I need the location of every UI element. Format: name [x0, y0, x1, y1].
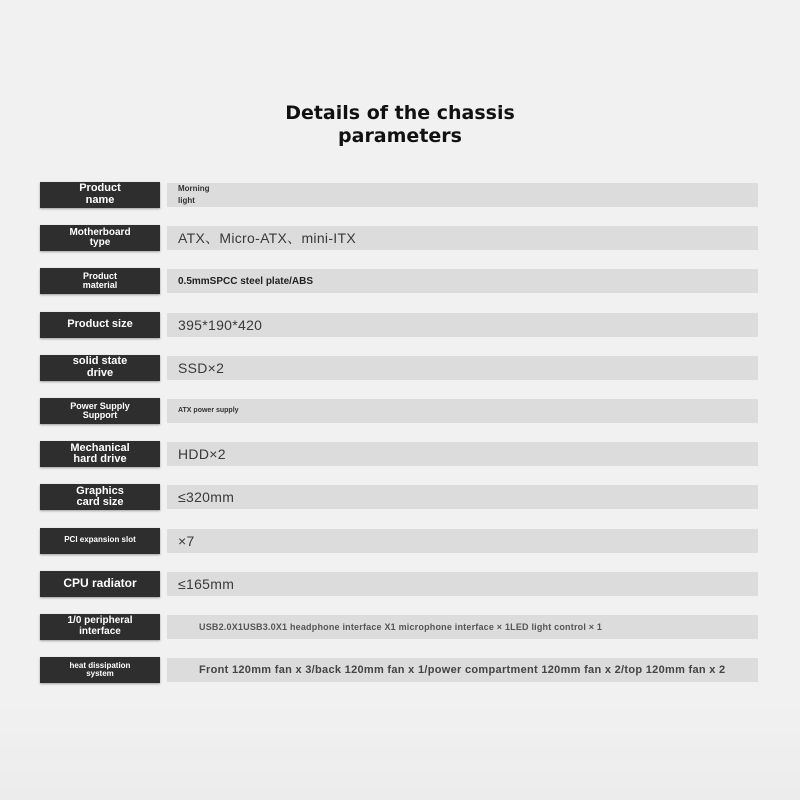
- spec-value: ATX、Micro-ATX、mini-ITX: [167, 226, 758, 250]
- page-title: Details of the chassis parameters: [285, 102, 515, 147]
- spec-row-heat-dissipation: [40, 656, 760, 699]
- spec-row-cpu-radiator: [40, 570, 760, 613]
- spec-value: ×7: [167, 529, 758, 553]
- spec-row-product-size: [40, 311, 760, 354]
- spec-label: Mechanical hard drive: [40, 441, 160, 467]
- spec-label: Motherboard type: [40, 225, 160, 251]
- spec-row-power-supply: [40, 397, 760, 440]
- spec-row-graphics-card: [40, 483, 760, 526]
- spec-value: ATX power supply: [167, 399, 758, 423]
- spec-label: solid state drive: [40, 355, 160, 381]
- spec-value: ≤165mm: [167, 572, 758, 596]
- spec-value: 395*190*420: [167, 313, 758, 337]
- spec-label: PCI expansion slot: [40, 528, 160, 554]
- spec-row-hdd: [40, 440, 760, 483]
- spec-value: SSD×2: [167, 356, 758, 380]
- spec-row-pci-slot: [40, 527, 760, 570]
- spec-label: Product material: [40, 268, 160, 294]
- spec-value: USB2.0X1USB3.0X1 headphone interface X1 microphone interface × 1LED light control × 1: [167, 615, 758, 639]
- spec-row-product-material: [40, 267, 760, 310]
- spec-value: Front 120mm fan x 3/back 120mm fan x 1/power compartment 120mm fan x 2/top 120mm fan x 2: [167, 658, 758, 682]
- spec-label: CPU radiator: [40, 571, 160, 597]
- spec-table: [40, 181, 760, 699]
- spec-row-ssd: [40, 354, 760, 397]
- spec-row-io-interface: [40, 613, 760, 656]
- spec-label: Product name: [40, 182, 160, 208]
- spec-row-motherboard-type: [40, 224, 760, 267]
- spec-value: Morning light: [167, 183, 758, 207]
- spec-value: 0.5mmSPCC steel plate/ABS: [167, 269, 758, 293]
- spec-label: Graphics card size: [40, 484, 160, 510]
- spec-row-product-name: [40, 181, 760, 224]
- bottom-fade: [0, 700, 800, 800]
- spec-label: 1/0 peripheral interface: [40, 614, 160, 640]
- spec-label: heat dissipation system: [40, 657, 160, 683]
- spec-label: Product size: [40, 312, 160, 338]
- spec-value: HDD×2: [167, 442, 758, 466]
- spec-value: ≤320mm: [167, 485, 758, 509]
- spec-label: Power Supply Support: [40, 398, 160, 424]
